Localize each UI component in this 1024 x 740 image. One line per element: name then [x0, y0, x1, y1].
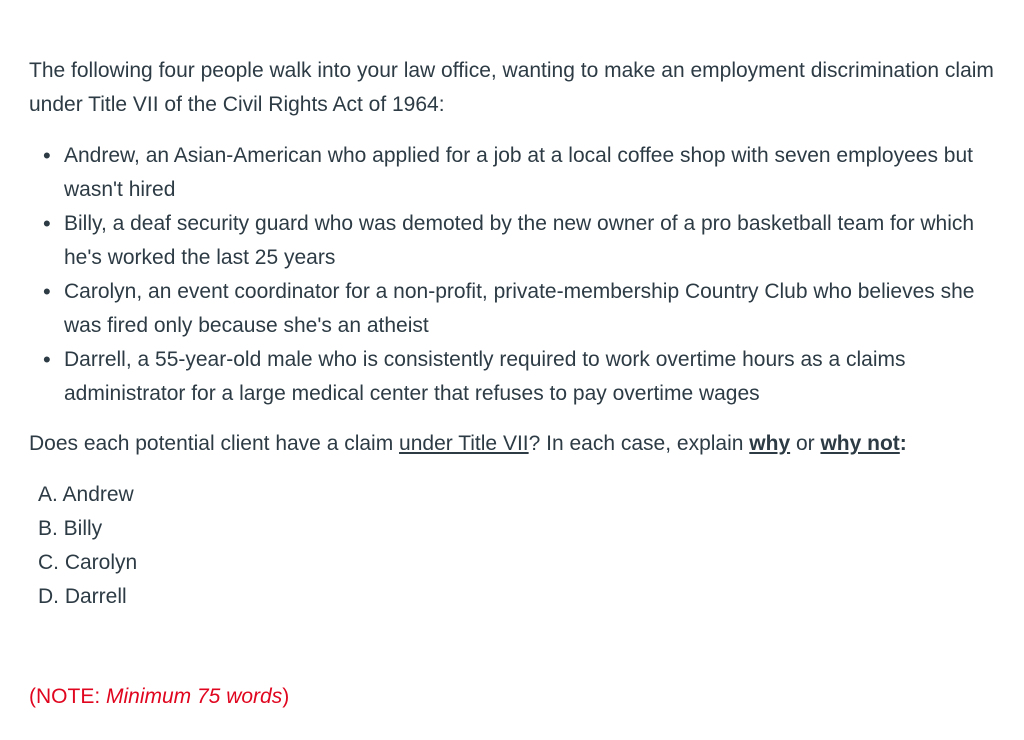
list-item: • Darrell, a 55-year-old male who is consistently required to work overtime hours as a claims administrator for a large medical center that refuses to pay overtime wages	[64, 343, 1014, 411]
title-vii-underlined: under Title VII	[399, 432, 529, 455]
option-carolyn: C. Carolyn	[38, 551, 138, 574]
question-prompt	[29, 427, 1014, 461]
list-item: • Andrew, an Asian-American who applied for a job at a local coffee shop with seven employees but wasn't hired	[64, 139, 1014, 207]
why-not-emphasis: why not	[820, 432, 900, 455]
option-billy: B. Billy	[38, 517, 103, 540]
note-prefix: (NOTE:	[29, 685, 106, 708]
word-count-note	[29, 680, 289, 714]
why-emphasis: why	[749, 432, 791, 455]
option-darrell: D. Darrell	[38, 585, 127, 608]
list-item: • Carolyn, an event coordinator for a non-profit, private-membership Country Club who believes she was fired only because she's an atheist	[64, 275, 1014, 343]
question-text-3: or	[790, 432, 821, 455]
list-item: • Billy, a deaf security guard who was demoted by the new owner of a pro basketball team for which he's worked the last 25 years	[64, 207, 1014, 275]
question-content	[29, 54, 1014, 614]
option-andrew: A. Andrew	[38, 483, 134, 506]
question-text-2: ? In each case, explain	[528, 432, 750, 455]
intro-paragraph: The following four people walk into your law office, wanting to make an employment discrimination claim under Title VII of the Civil Rights Act of 1964:	[29, 59, 994, 116]
question-text-4: :	[899, 432, 907, 455]
question-text-1: Does each potential client have a claim	[29, 432, 400, 455]
note-emphasis: Minimum 75 words	[106, 685, 283, 708]
answer-options	[29, 478, 1014, 614]
note-suffix: )	[282, 685, 290, 708]
people-list	[29, 139, 1014, 411]
